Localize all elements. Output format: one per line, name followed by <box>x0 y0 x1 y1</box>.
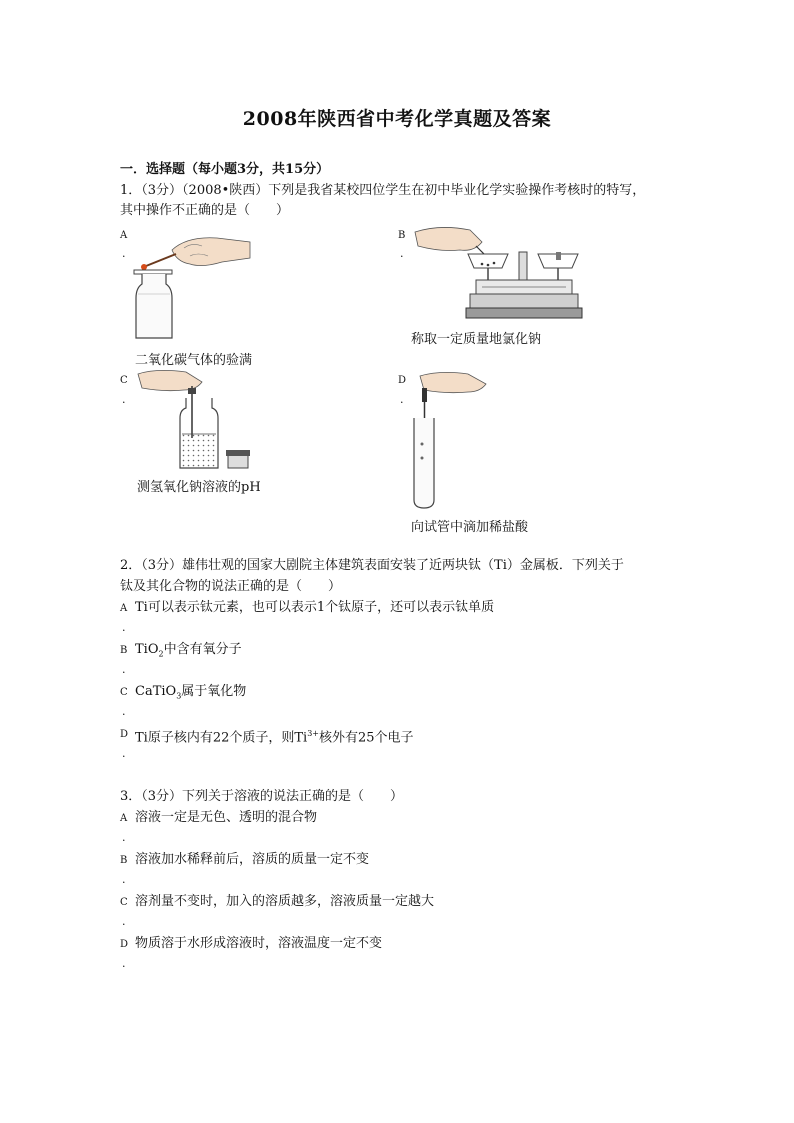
q3-option-b-letter: B <box>120 855 128 866</box>
q1-option-a-caption: 二氧化碳气体的验满 <box>135 353 253 368</box>
q2-option-a-letter: A <box>120 603 128 614</box>
q2-option-b-letter: B <box>120 645 128 656</box>
page-title: 2008年陕西省中考化学真题及答案 <box>242 108 552 130</box>
q2-option-d-text: Ti原子核内有22个质子，则$Ti^{3+}$核外有25个电子 <box>135 729 414 746</box>
q3-option-d-dot: . <box>122 957 126 970</box>
q1-option-d-caption: 向试管中滴加稀盐酸 <box>411 520 529 535</box>
q1-option-d-letter: D <box>398 375 407 386</box>
q2-option-a-text: Ti可以表示钛元素，也可以表示1个钛原子，还可以表示钛单质 <box>135 600 495 615</box>
q3-stem-line1: 3．（3分）下列关于溶液的说法正确的是（ ） <box>120 789 404 804</box>
test-tube-dropper-illustration <box>410 370 490 508</box>
q2-option-c-text: CaTiO$_3$属于氧化物 <box>135 684 247 701</box>
q1-option-b-letter: B <box>398 230 406 241</box>
q1-option-d-dot: . <box>400 393 404 406</box>
q3-option-b-dot: . <box>122 873 126 886</box>
section-heading: 一．选择题（每小题3分，共15分） <box>120 162 330 177</box>
q2-option-c-dot: . <box>122 705 126 718</box>
q2-option-c-letter: C <box>120 687 128 698</box>
q2-option-b-text: TiO$_2$中含有氧分子 <box>135 642 242 659</box>
q2-stem-line1: 2．（3分）雄伟壮观的国家大剧院主体建筑表面安装了近两块钛（Ti）金属板．下列关于 <box>120 558 624 573</box>
q3-option-c-text: 溶剂量不变时，加入的溶质越多，溶液质量一定越大 <box>135 894 435 909</box>
q1-option-b-caption: 称取一定质量地氯化钠 <box>411 332 542 347</box>
q2-option-d-dot: . <box>122 747 126 760</box>
q3-option-d-text: 物质溶于水形成溶液时，溶液温度一定不变 <box>135 936 383 951</box>
q2-option-a-dot: . <box>122 621 126 634</box>
q3-option-a-text: 溶液一定是无色、透明的混合物 <box>135 810 318 825</box>
q2-option-b-dot: . <box>122 663 126 676</box>
q1-option-b-dot: . <box>400 247 404 260</box>
q3-option-c-dot: . <box>122 915 126 928</box>
q3-option-b-text: 溶液加水稀释前后，溶质的质量一定不变 <box>135 852 370 867</box>
q2-stem-line2: 钛及其化合物的说法正确的是（ ） <box>120 579 342 594</box>
q2-option-d-letter: D <box>120 729 129 740</box>
q1-stem-line1: 1．（3分）（2008•陕西）下列是我省某校四位学生在初中毕业化学实验操作考核时的特写， <box>120 183 646 198</box>
q3-option-d-letter: D <box>120 939 129 950</box>
q3-option-c-letter: C <box>120 897 128 908</box>
q1-option-a-letter: A <box>120 230 128 241</box>
q3-option-a-letter: A <box>120 813 128 824</box>
q1-option-c-dot: . <box>122 393 126 406</box>
balance-scale-illustration <box>410 224 590 324</box>
q1-option-a-dot: . <box>122 247 126 260</box>
co2-test-illustration <box>132 228 252 343</box>
q3-option-a-dot: . <box>122 831 126 844</box>
q1-option-c-caption: 测氢氧化钠溶液的pH <box>137 480 261 495</box>
ph-test-illustration <box>136 368 256 472</box>
q1-option-c-letter: C <box>120 375 128 386</box>
q1-stem-line2: 其中操作不正确的是（ ） <box>120 203 290 218</box>
